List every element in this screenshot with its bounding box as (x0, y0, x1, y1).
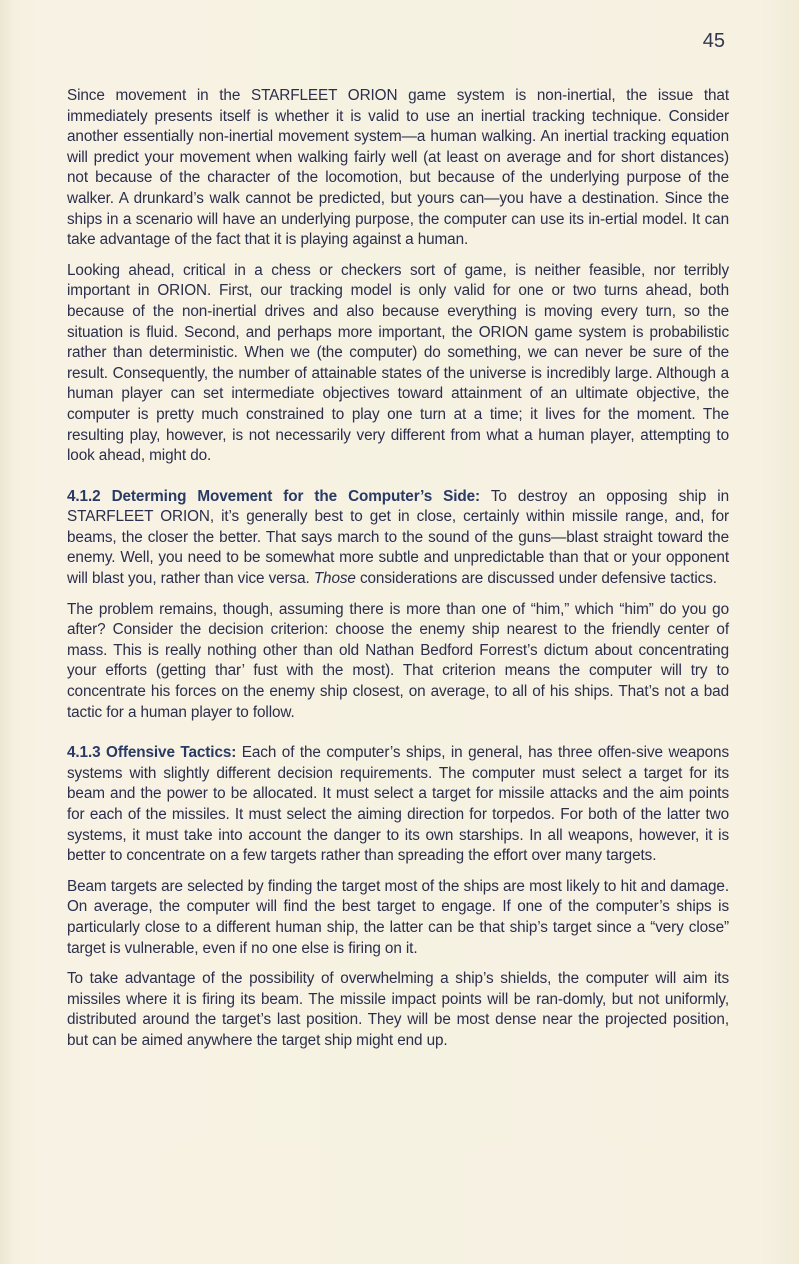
paragraph-beam-targets: Beam targets are selected by finding the target most of the ships are most likely to hit and damage. On average, the computer will find the best target to engage. If one of the computer’s ships is particularly close to a different human ship, the latter can be that ship’s target since a “very close” target is vulnerable, even if no one else is firing on it. (67, 877, 729, 957)
page-body (67, 86, 729, 1062)
paragraph-which-him: The problem remains, though, assuming there is more than one of “him,” which “him” do you go after? Consider the decision criterion: choose the enemy ship nearest to the friendly center of mass. This is really nothing other than old Nathan Bedford Forrest’s dictum about concentrating your efforts (getting thar’ fust with the most). That criterion means the computer will try to concentrate his forces on the enemy ship closest, on average, to all of his ships. That’s not a bad tactic for a human player to follow. (67, 600, 729, 721)
section-4-1-2 (67, 487, 729, 590)
section-4-1-3-text: Each of the computer’s ships, in general, has three offen-sive weapons systems with slightly different decision requirements. The computer must select a target for its beam and the power to be allocated. It must select a target for missile attacks and the aim points for each of the missiles. It must select the aiming direction for torpedos. For both of the latter two systems, it must take into account the danger to its own starships. In all weapons, however, it is better to concentrate on a few targets rather than spreading the effort over many targets. (67, 744, 729, 865)
section-4-1-2-text: To destroy an opposing ship in STARFLEET ORION, it’s generally best to get in close, certainly within missile range, and, for beams, the closer the better. That says march to the sound of the guns—blast straight toward the enemy. Well, you need to be somewhat more subtle and unpredictable than that or your opponent will blast you, rather than vice versa. (67, 487, 729, 588)
section-4-1-2-text-end: considerations are discussed under defensive tactics. (355, 570, 717, 588)
emphasis-those: Those (313, 570, 356, 588)
paragraph-inertial-tracking: Since movement in the STARFLEET ORION game system is non-inertial, the issue that immediately presents itself is whether it is valid to use an inertial tracking technique. Consider another essentially non-inertial movement system—a human walking. An inertial tracking equation will predict your movement when walking fairly well (at least on average and for short distances) not because of the character of the locomotion, but because of the underlying purpose of the walker. A drunkard’s walk cannot be predicted, but yours can—you have a destination. Since the ships in a scenario will have an underlying purpose, the computer can use its in-ertial model. It can take advantage of the fact that it is playing against a human. (67, 87, 729, 249)
section-heading-4-1-2: 4.1.2 Determing Movement for the Computer’s Side: (67, 487, 481, 505)
paragraph-looking-ahead: Looking ahead, critical in a chess or checkers sort of game, is neither feasible, nor terribly important in ORION. First, our tracking model is only valid for one or two turns ahead, both because of the non-inertial drives and also because everything is moving every turn, so the situation is fluid. Second, and perhaps more important, the ORION game system is probabilistic rather than deterministic. When we (the computer) do something, we can never be sure of the result. Consequently, the number of attainable states of the universe is incredibly large. Although a human player can set intermediate objectives toward attainment of an ultimate objective, the computer is pretty much constrained to play one turn at a time; it lives for the moment. The resulting play, however, is not necessarily very different from what a human player, attempting to look ahead, might do. (67, 261, 729, 465)
page-number: 45 (702, 30, 725, 52)
section-heading-4-1-3: 4.1.3 Offensive Tactics: (67, 744, 237, 762)
section-4-1-3 (67, 743, 729, 867)
paragraph-missile-aim: To take advantage of the possibility of overwhelming a ship’s shields, the computer will aim its missiles where it is firing its beam. The missile impact points will be ran-domly, but not uniformly, distributed around the target’s last position. They will be most dense near the projected position, but can be aimed anywhere the target ship might end up. (67, 970, 729, 1049)
